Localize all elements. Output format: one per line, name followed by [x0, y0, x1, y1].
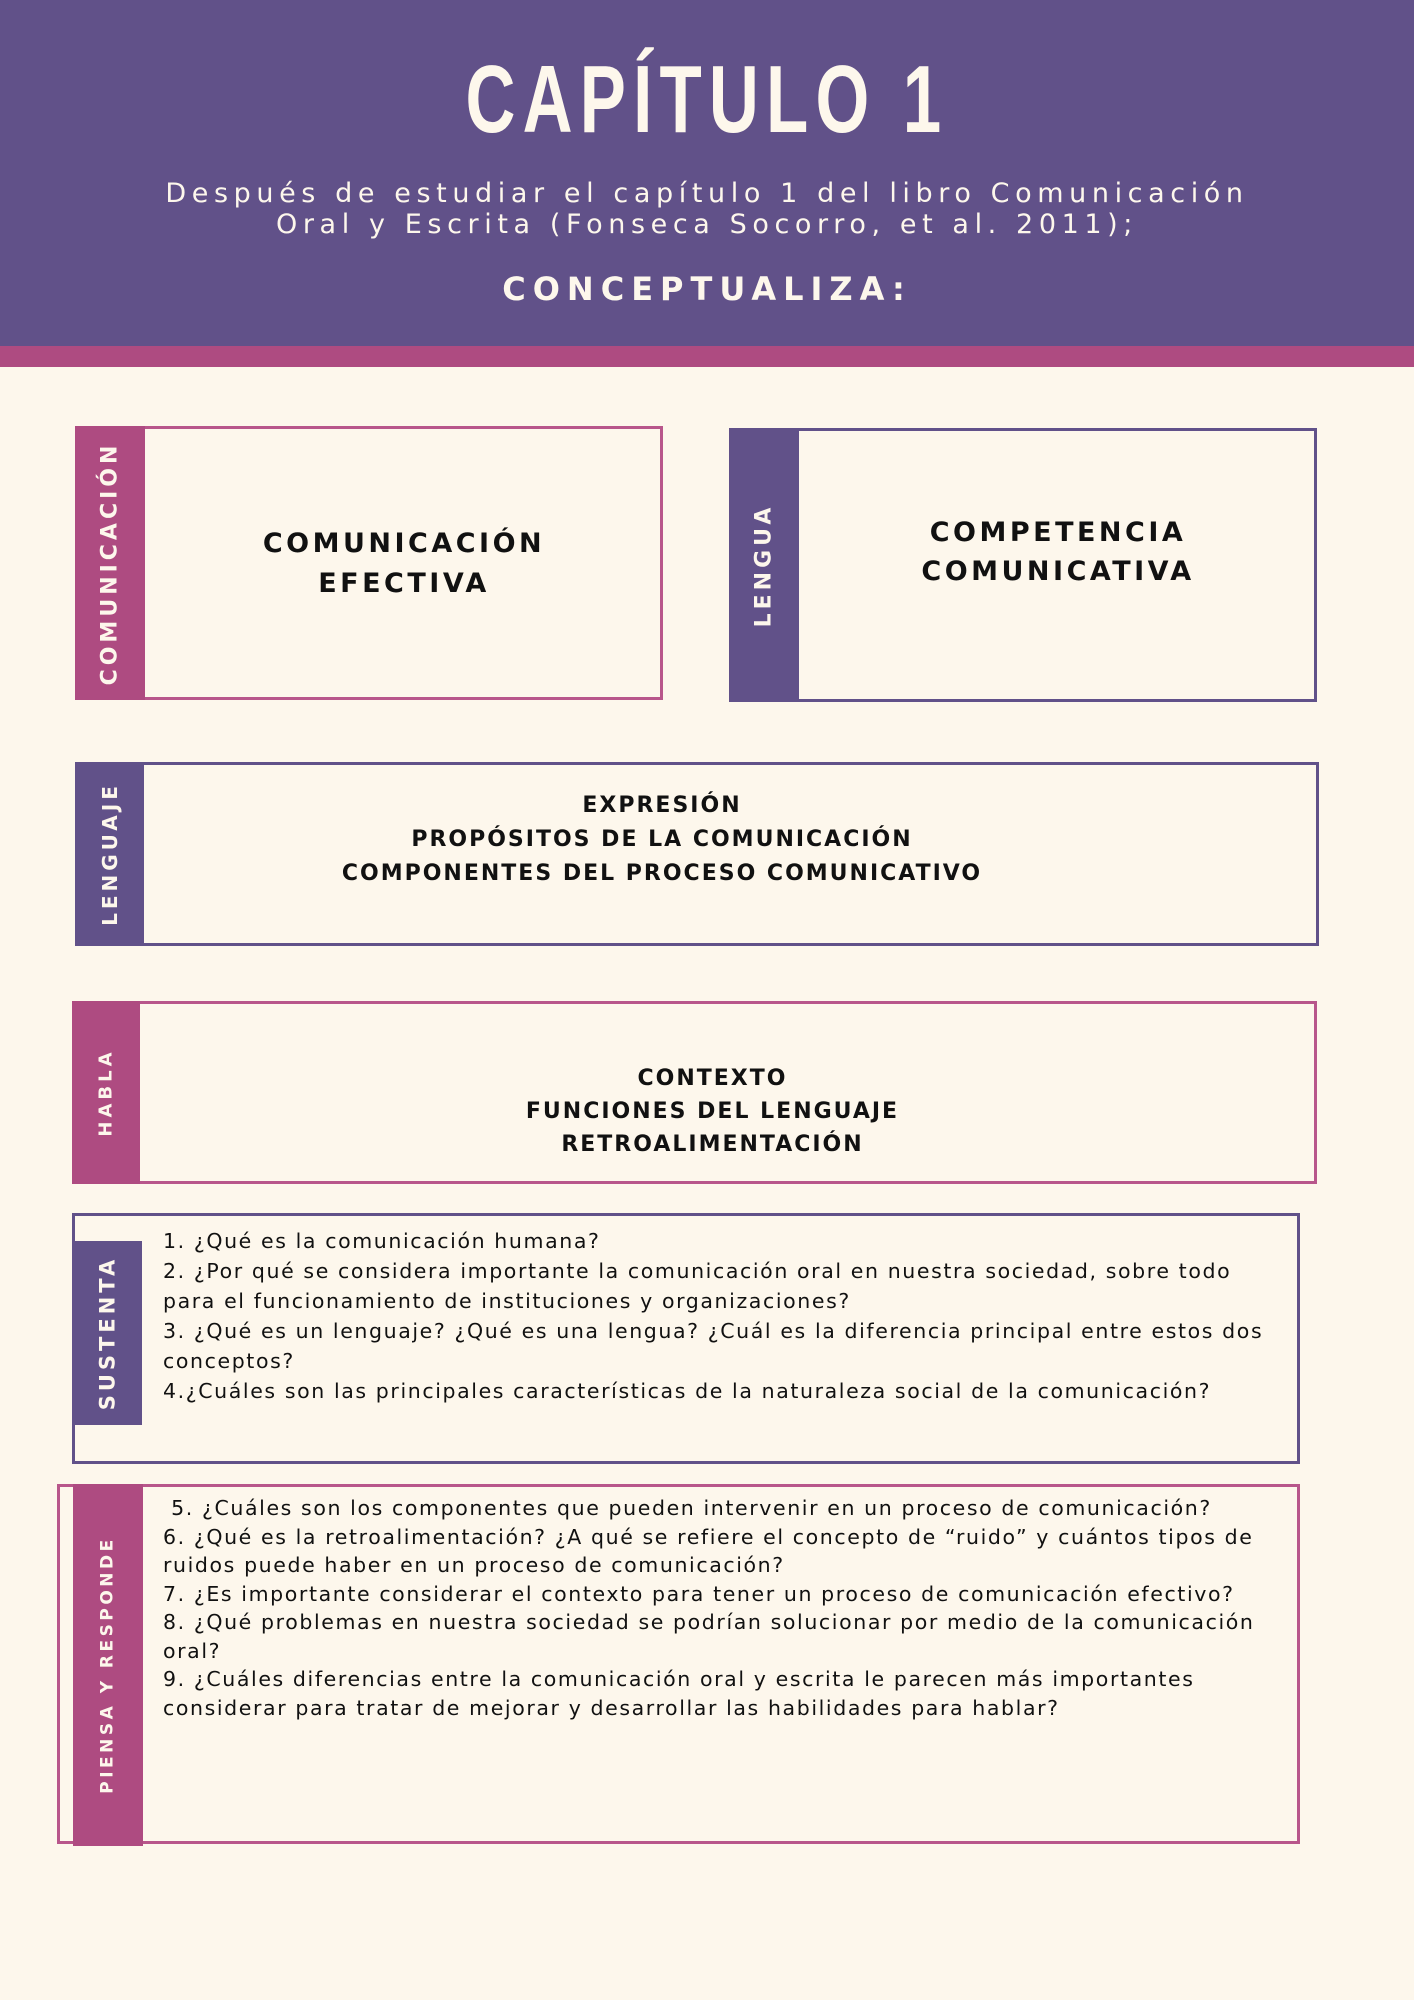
card-lenguaje-line: COMPONENTES DEL PROCESO COMUNICATIVO — [341, 861, 983, 886]
card-comunicacion-line: COMUNICACIÓN — [262, 528, 546, 559]
card-lenguaje-tab — [75, 762, 144, 946]
card-habla-tab — [72, 1001, 140, 1184]
card-lengua-line: COMPETENCIA — [929, 517, 1187, 548]
card-piensa-tab-label: PIENSA Y RESPONDE — [98, 1536, 119, 1794]
header-banner — [0, 0, 1414, 346]
card-lengua-content — [799, 513, 1317, 591]
card-comunicacion-tab-label: COMUNICACIÓN — [97, 441, 123, 685]
card-comunicacion-line: EFECTIVA — [318, 568, 490, 599]
card-habla-line: CONTEXTO — [637, 1066, 788, 1091]
card-piensa-tab — [73, 1484, 143, 1846]
question-item: 8. ¿Qué problemas en nuestra sociedad se podrían solucionar por medio de la comunicación oral? — [163, 1610, 1255, 1663]
card-habla-line: FUNCIONES DEL LENGUAJE — [525, 1099, 900, 1124]
card-lenguaje-content — [144, 789, 1180, 891]
card-sustenta-questions — [163, 1226, 1273, 1406]
card-lenguaje-line: PROPÓSITOS DE LA COMUNICACIÓN — [411, 827, 913, 852]
intro-line-1: Después de estudiar el capítulo 1 del libro Comunicación — [165, 178, 1249, 209]
card-habla-line: RETROALIMENTACIÓN — [561, 1132, 864, 1157]
card-lenguaje-line: EXPRESIÓN — [582, 793, 742, 818]
page-title: CAPÍTULO 1 — [465, 46, 949, 153]
card-comunicacion-content — [145, 524, 663, 604]
card-comunicacion-tab — [75, 426, 145, 700]
question-item: 3. ¿Qué es un lenguaje? ¿Qué es una lengua? ¿Cuál es la diferencia principal entre estos dos conceptos? — [163, 1319, 1264, 1373]
card-lengua-line: COMUNICATIVA — [921, 556, 1195, 587]
card-sustenta-tab — [72, 1241, 142, 1425]
intro-text — [80, 178, 1334, 240]
card-habla-tab-label: HABLA — [95, 1048, 117, 1137]
card-habla-content — [140, 1062, 1285, 1161]
section-subtitle: CONCEPTUALIZA: — [502, 270, 912, 308]
card-lenguaje-tab-label: LENGUAJE — [97, 782, 122, 926]
card-piensa-questions — [163, 1494, 1278, 1722]
question-item: 9. ¿Cuáles diferencias entre la comunicación oral y escrita le parecen más importantes considerar para tratar de mejorar y desarrollar las habilidades para hablar? — [163, 1667, 1195, 1720]
question-item: 5. ¿Cuáles son los componentes que pueden intervenir en un proceso de comunicación? — [163, 1496, 1212, 1520]
card-lengua-tab-label: LENGUA — [751, 503, 777, 627]
question-item: 2. ¿Por qué se considera importante la comunicación oral en nuestra sociedad, sobre todo para el funcionamiento de instituciones y organizaciones? — [163, 1259, 1232, 1313]
accent-band — [0, 346, 1414, 367]
intro-line-2: Oral y Escrita (Fonseca Socorro, et al. 2011); — [276, 209, 1138, 240]
card-lengua-tab — [729, 428, 799, 702]
card-sustenta-tab-label: SUSTENTA — [95, 1255, 119, 1411]
question-item: 4.¿Cuáles son las principales características de la naturaleza social de la comunicación? — [163, 1379, 1212, 1403]
question-item: 7. ¿Es importante considerar el contexto para tener un proceso de comunicación efectivo? — [163, 1581, 1235, 1606]
question-item: 1. ¿Qué es la comunicación humana? — [163, 1229, 601, 1253]
question-item: 6. ¿Qué es la retroalimentación? ¿A qué se refiere el concepto de “ruido” y cuántos tipos de ruidos puede haber en un proceso de comunicación? — [163, 1524, 1254, 1577]
